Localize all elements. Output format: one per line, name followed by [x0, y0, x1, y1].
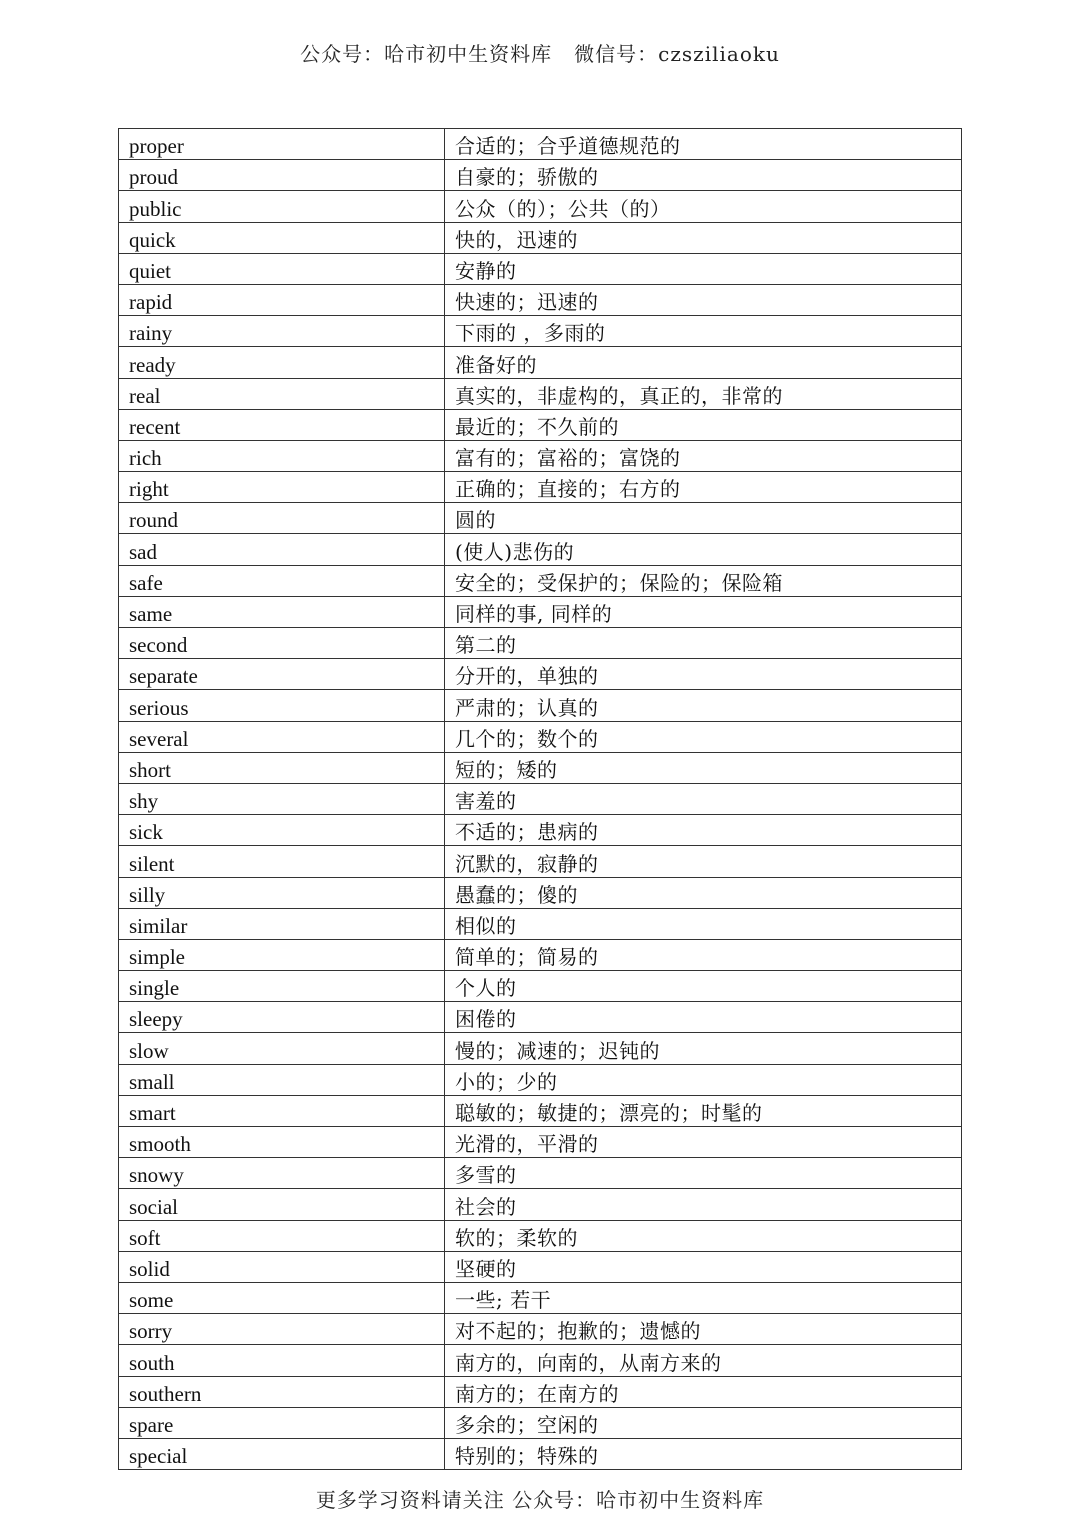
table-row [119, 129, 962, 160]
vocab-meaning-cell: 下雨的 ，多雨的 [445, 316, 962, 347]
vocab-word-cell: quick [119, 222, 445, 253]
vocab-word-cell: ready [119, 347, 445, 378]
table-row [119, 908, 962, 939]
vocab-meaning-cell: 沉默的，寂静的 [445, 846, 962, 877]
vocab-word-cell: sleepy [119, 1002, 445, 1033]
vocab-meaning-cell: 害羞的 [445, 783, 962, 814]
vocab-meaning-cell: 一些; 若干 [445, 1282, 962, 1313]
vocab-word-cell: rainy [119, 316, 445, 347]
vocab-meaning-cell: 圆的 [445, 503, 962, 534]
vocab-meaning-cell: 多余的；空闲的 [445, 1407, 962, 1438]
vocab-word-cell: public [119, 191, 445, 222]
vocab-word-cell: similar [119, 908, 445, 939]
table-row [119, 503, 962, 534]
page-header: 公众号：哈市初中生资料库 微信号：czsziliaoku [300, 42, 780, 66]
table-row [119, 1189, 962, 1220]
vocab-meaning-cell: 对不起的；抱歉的；遗憾的 [445, 1314, 962, 1345]
table-row [119, 1314, 962, 1345]
table-row [119, 1033, 962, 1064]
vocab-meaning-cell: 真实的，非虚构的，真正的，非常的 [445, 378, 962, 409]
table-row [119, 534, 962, 565]
vocab-word-cell: southern [119, 1376, 445, 1407]
vocab-meaning-cell: 最近的；不久前的 [445, 409, 962, 440]
vocab-meaning-cell: 个人的 [445, 971, 962, 1002]
table-row [119, 1407, 962, 1438]
vocabulary-table-body [119, 129, 962, 1470]
vocab-meaning-cell: 快的，迅速的 [445, 222, 962, 253]
table-row [119, 815, 962, 846]
vocab-meaning-cell: 软的；柔软的 [445, 1220, 962, 1251]
vocab-meaning-cell: 多雪的 [445, 1158, 962, 1189]
vocab-meaning-cell: 困倦的 [445, 1002, 962, 1033]
table-row [119, 472, 962, 503]
table-row [119, 1002, 962, 1033]
table-row [119, 690, 962, 721]
table-row [119, 253, 962, 284]
table-row [119, 721, 962, 752]
table-row [119, 783, 962, 814]
vocab-meaning-cell: 准备好的 [445, 347, 962, 378]
vocab-meaning-cell: (使人)悲伤的 [445, 534, 962, 565]
vocab-word-cell: small [119, 1064, 445, 1095]
vocab-word-cell: some [119, 1282, 445, 1313]
table-row [119, 659, 962, 690]
vocab-word-cell: serious [119, 690, 445, 721]
vocab-word-cell: real [119, 378, 445, 409]
table-row [119, 1127, 962, 1158]
vocab-meaning-cell: 富有的；富裕的；富饶的 [445, 440, 962, 471]
vocab-word-cell: silly [119, 877, 445, 908]
vocab-word-cell: several [119, 721, 445, 752]
vocab-word-cell: slow [119, 1033, 445, 1064]
vocab-word-cell: south [119, 1345, 445, 1376]
vocab-word-cell: proper [119, 129, 445, 160]
table-row [119, 1095, 962, 1126]
table-row [119, 1376, 962, 1407]
table-row [119, 347, 962, 378]
table-row [119, 877, 962, 908]
vocab-word-cell: shy [119, 783, 445, 814]
table-row [119, 191, 962, 222]
vocab-word-cell: recent [119, 409, 445, 440]
vocab-meaning-cell: 简单的；简易的 [445, 939, 962, 970]
vocab-word-cell: solid [119, 1251, 445, 1282]
vocab-word-cell: round [119, 503, 445, 534]
vocab-meaning-cell: 合适的；合乎道德规范的 [445, 129, 962, 160]
vocab-word-cell: sick [119, 815, 445, 846]
vocab-meaning-cell: 快速的；迅速的 [445, 284, 962, 315]
table-row [119, 1220, 962, 1251]
vocab-meaning-cell: 严肃的；认真的 [445, 690, 962, 721]
vocab-meaning-cell: 聪敏的；敏捷的；漂亮的；时髦的 [445, 1095, 962, 1126]
table-row [119, 1282, 962, 1313]
vocab-meaning-cell: 公众（的）；公共（的） [445, 191, 962, 222]
table-row [119, 409, 962, 440]
table-row [119, 565, 962, 596]
vocab-word-cell: short [119, 752, 445, 783]
table-row [119, 939, 962, 970]
vocab-meaning-cell: 南方的；在南方的 [445, 1376, 962, 1407]
table-row [119, 378, 962, 409]
vocab-meaning-cell: 正确的；直接的；右方的 [445, 472, 962, 503]
vocab-meaning-cell: 自豪的；骄傲的 [445, 160, 962, 191]
vocab-word-cell: proud [119, 160, 445, 191]
table-row [119, 971, 962, 1002]
vocab-meaning-cell: 小的；少的 [445, 1064, 962, 1095]
vocab-meaning-cell: 分开的，单独的 [445, 659, 962, 690]
vocab-meaning-cell: 相似的 [445, 908, 962, 939]
table-row [119, 440, 962, 471]
vocab-meaning-cell: 光滑的，平滑的 [445, 1127, 962, 1158]
vocab-word-cell: soft [119, 1220, 445, 1251]
vocab-word-cell: smooth [119, 1127, 445, 1158]
vocab-meaning-cell: 社会的 [445, 1189, 962, 1220]
page-footer: 更多学习资料请关注 公众号：哈市初中生资料库 [315, 1488, 765, 1512]
vocab-meaning-cell: 第二的 [445, 628, 962, 659]
table-row [119, 316, 962, 347]
vocab-word-cell: rich [119, 440, 445, 471]
table-row [119, 846, 962, 877]
vocab-meaning-cell: 坚硬的 [445, 1251, 962, 1282]
vocab-word-cell: simple [119, 939, 445, 970]
vocab-word-cell: right [119, 472, 445, 503]
vocab-meaning-cell: 不适的；患病的 [445, 815, 962, 846]
vocab-word-cell: smart [119, 1095, 445, 1126]
table-row [119, 160, 962, 191]
table-row [119, 1438, 962, 1469]
vocab-word-cell: sorry [119, 1314, 445, 1345]
vocab-word-cell: quiet [119, 253, 445, 284]
table-row [119, 284, 962, 315]
vocab-word-cell: same [119, 596, 445, 627]
vocab-word-cell: spare [119, 1407, 445, 1438]
vocab-word-cell: social [119, 1189, 445, 1220]
table-row [119, 752, 962, 783]
table-row [119, 1158, 962, 1189]
vocab-meaning-cell: 特别的；特殊的 [445, 1438, 962, 1469]
vocab-word-cell: separate [119, 659, 445, 690]
vocab-word-cell: snowy [119, 1158, 445, 1189]
vocab-word-cell: single [119, 971, 445, 1002]
vocab-meaning-cell: 短的；矮的 [445, 752, 962, 783]
table-row [119, 1064, 962, 1095]
vocab-meaning-cell: 几个的；数个的 [445, 721, 962, 752]
vocab-word-cell: second [119, 628, 445, 659]
vocab-word-cell: special [119, 1438, 445, 1469]
vocab-meaning-cell: 南方的，向南的，从南方来的 [445, 1345, 962, 1376]
table-row [119, 628, 962, 659]
vocab-meaning-cell: 愚蠢的；傻的 [445, 877, 962, 908]
vocab-word-cell: silent [119, 846, 445, 877]
table-row [119, 596, 962, 627]
table-row [119, 222, 962, 253]
table-row [119, 1251, 962, 1282]
vocab-word-cell: rapid [119, 284, 445, 315]
table-row [119, 1345, 962, 1376]
vocabulary-table [118, 128, 962, 1470]
vocab-meaning-cell: 慢的；减速的；迟钝的 [445, 1033, 962, 1064]
vocab-meaning-cell: 安静的 [445, 253, 962, 284]
vocab-word-cell: safe [119, 565, 445, 596]
vocab-meaning-cell: 同样的事, 同样的 [445, 596, 962, 627]
vocab-meaning-cell: 安全的；受保护的；保险的；保险箱 [445, 565, 962, 596]
vocab-word-cell: sad [119, 534, 445, 565]
